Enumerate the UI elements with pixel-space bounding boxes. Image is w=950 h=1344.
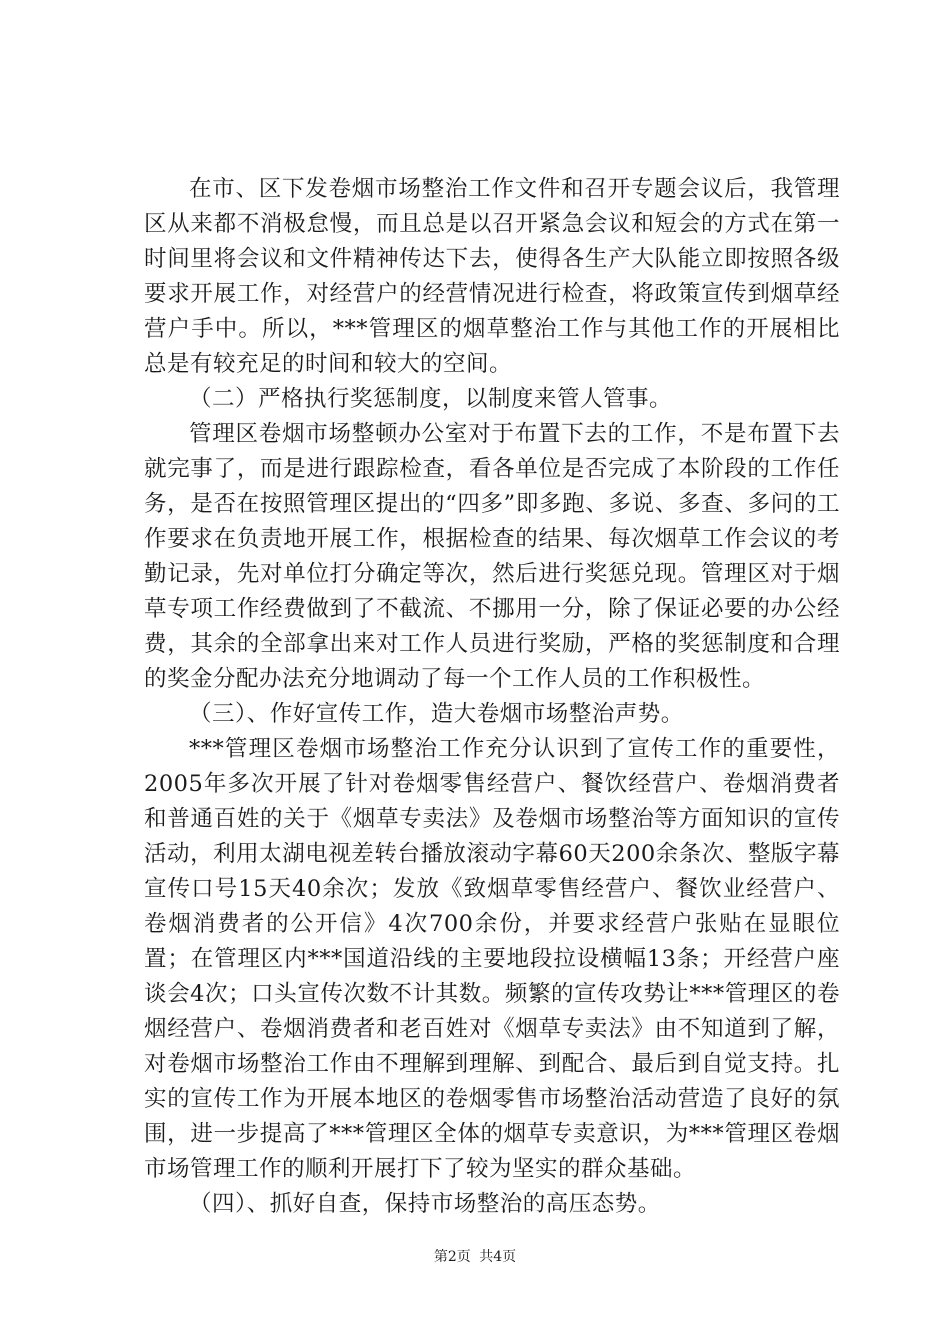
document-body [144,172,840,1222]
paragraph-reward-system: 管理区卷烟市场整顿办公室对于布置下去的工作，不是布置下去就完事了，而是进行跟踪检查，看各单位是否完成了本阶段的工作任务，是否在按照管理区提出的“四多”即多跑、多说、多查、多问的工作要求在负责地开展工作，根据检查的结果、每次烟草工作会议的考勤记录，先对单位打分确定等次，然后进行奖惩兑现。管理区对于烟草专项工作经费做到了不截流、不挪用一分，除了保证必要的办公经费，其余的全部拿出来对工作人员进行奖励，严格的奖惩制度和合理的奖金分配办法充分地调动了每一个工作人员的工作积极性。 [144,421,840,692]
paragraph-publicity: ***管理区卷烟市场整治工作充分认识到了宣传工作的重要性，2005年多次开展了针对卷烟零售经营户、餐饮经营户、卷烟消费者和普通百姓的关于《烟草专卖法》及卷烟市场整治等方面知识的宣传活动，利用太湖电视差转台播放滚动字幕60天200余条次、整版字幕宣传口号15天40余次；发放《致烟草零售经营户、餐饮业经营户、卷烟消费者的公开信》4次700余份，并要求经营户张贴在显眼位置；在管理区内***国道沿线的主要地段拉设横幅13条；开经营户座谈会4次；口头宣传次数不计其数。频繁的宣传攻势让***管理区的卷烟经营户、卷烟消费者和老百姓对《烟草专卖法》由不知道到了解，对卷烟市场整治工作由不理解到理解、到配合、最后到自觉支持。扎实的宣传工作为开展本地区的卷烟零售市场整治活动营造了良好的氛围，进一步提高了***管理区全体的烟草专卖意识，为***管理区卷烟市场管理工作的顺利开展打下了较为坚实的群众基础。 [144,736,840,1182]
section-heading-3: （三）、作好宣传工作，造大卷烟市场整治声势。 [189,701,684,727]
page-footer [0,1247,950,1267]
page-total: 共4页 [479,1249,517,1265]
page-number: 第2页 [433,1249,471,1265]
section-heading-2: （二）严格执行奖惩制度，以制度来管人管事。 [189,386,673,412]
paragraph-meeting-response: 在市、区下发卷烟市场整治工作文件和召开专题会议后，我管理区从来都不消极怠慢，而且总是以召开紧急会议和短会的方式在第一时间里将会议和文件精神传达下去，使得各生产大队能立即按照各级要求开展工作，对经营户的经营情况进行检查，将政策宣传到烟草经营户手中。所以，***管理区的烟草整治工作与其他工作的开展相比总是有较充足的时间和较大的空间。 [144,176,840,377]
section-heading-4: （四）、抓好自查，保持市场整治的高压态势。 [189,1191,661,1217]
